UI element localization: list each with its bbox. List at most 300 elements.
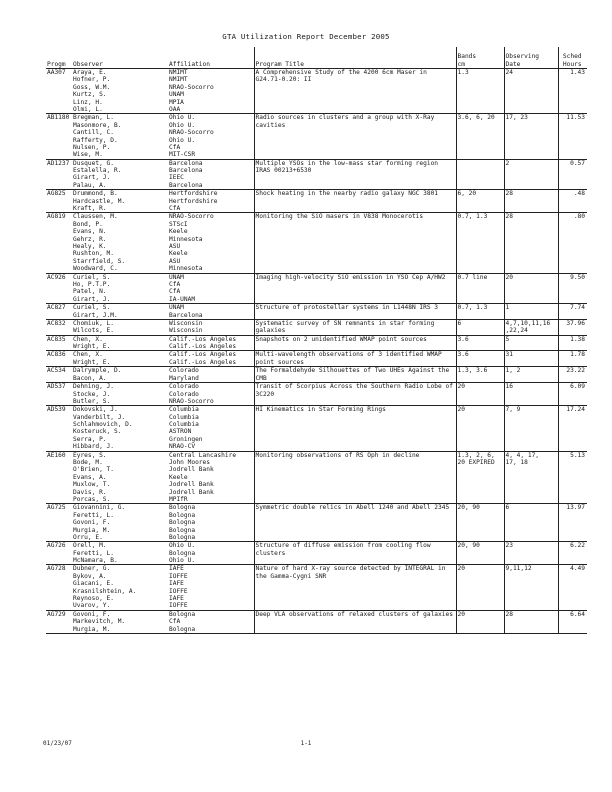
band-cell: 20 — [456, 565, 504, 610]
observer-list — [72, 451, 168, 504]
observer-list — [72, 406, 168, 451]
sched-hours: .48 — [558, 190, 587, 213]
table-row — [46, 114, 587, 159]
affiliation-name: IOFFE — [169, 602, 188, 610]
affiliation-name: NMIMT — [169, 69, 188, 76]
program-title: Nature of hard X-ray source detected by INTEGRAL in the Gamma-Cygni SNR — [254, 565, 456, 610]
table-row — [46, 304, 587, 320]
observer-name: Kraft, R. — [73, 205, 107, 213]
footer-date: 01/23/07 — [43, 740, 72, 747]
observer-list — [72, 304, 168, 320]
table-row — [46, 159, 587, 190]
table-row — [46, 69, 587, 114]
program-id: AC534 — [46, 367, 72, 383]
band-cell: 3.6 — [456, 351, 504, 367]
affiliation-name: Barcelona — [169, 159, 203, 167]
header-observer: Observer — [72, 47, 168, 69]
observer-name: Feretti, L. — [73, 511, 114, 519]
observing-dates: 28 — [504, 190, 558, 213]
program-id: AB1180 — [46, 114, 72, 159]
observer-name: Curiel, S. — [73, 273, 111, 281]
observer-list — [72, 504, 168, 542]
observer-name: Dalrymple, D. — [73, 367, 122, 375]
observing-dates: 17, 23 — [504, 114, 558, 159]
affiliation-list — [168, 159, 254, 190]
affiliation-list — [168, 542, 254, 565]
observer-name: Hofner, P. — [73, 76, 111, 84]
program-id: AC835 — [46, 335, 72, 351]
observing-dates: 16 — [504, 383, 558, 406]
band-cell: 6 — [456, 319, 504, 335]
program-id: AD537 — [46, 383, 72, 406]
program-id: AG729 — [46, 610, 72, 633]
affiliation-list — [168, 565, 254, 610]
observer-name: Chen, X. — [73, 335, 103, 343]
observer-name: Evans, A. — [73, 473, 107, 481]
program-id: AE160 — [46, 451, 72, 504]
program-id: AD539 — [46, 406, 72, 451]
program-title: HI Kinematics in Star Forming Rings — [254, 406, 456, 451]
observer-name: Wise, M. — [73, 151, 103, 159]
observing-dates: 28 — [504, 610, 558, 633]
program-title: Multiple YSOs in the low-mass star forming region IRAS 00213+6530 — [254, 159, 456, 190]
affiliation-list — [168, 319, 254, 335]
observer-name: McNamara, B. — [73, 557, 118, 565]
affiliation-name: Bologna — [169, 549, 196, 557]
observer-name: Hibbard, J. — [73, 443, 114, 451]
observer-name: Bond, P. — [73, 220, 103, 228]
observer-name: Cantill, C. — [73, 129, 114, 137]
observer-name: Serra, P. — [73, 435, 107, 443]
observer-name: Kosteruck, S. — [73, 428, 122, 436]
observer-name: Palau, A. — [73, 181, 107, 189]
observer-name: Claussen, M. — [73, 213, 118, 221]
program-id: AD1237 — [46, 159, 72, 190]
program-title: Structure of diffuse emission from cooling flow clusters — [254, 542, 456, 565]
affiliation-name: Calif.-Los Angeles — [169, 343, 237, 351]
affiliation-name: OAA — [169, 105, 181, 113]
observer-name: Feretti, L. — [73, 549, 114, 557]
program-title: Structure of protostellar systems in L1448N IRS 3 — [254, 304, 456, 320]
observer-name: Chen, X. — [73, 351, 103, 359]
observer-list — [72, 114, 168, 159]
observer-name: Bode, M. — [73, 459, 103, 467]
observer-list — [72, 273, 168, 304]
observing-dates: 5 — [504, 335, 558, 351]
affiliation-name: Bologna — [169, 625, 196, 633]
affiliation-list — [168, 406, 254, 451]
observer-name: Govoni, F. — [73, 610, 111, 618]
affiliation-list — [168, 114, 254, 159]
observer-name: Nulsen, P. — [73, 143, 111, 151]
affiliation-name: Jodrell Bank — [169, 466, 214, 474]
affiliation-list — [168, 351, 254, 367]
affiliation-list — [168, 504, 254, 542]
affiliation-name: NRAO-CV — [169, 443, 196, 451]
program-id: AC836 — [46, 351, 72, 367]
observing-dates: 24 — [504, 69, 558, 114]
observer-name: Wilcots, E. — [73, 327, 114, 335]
sched-hours: 1.38 — [558, 335, 587, 351]
observer-name: Estalella, R. — [73, 167, 122, 175]
observing-dates: 23 — [504, 542, 558, 565]
observer-name: Bregman, L. — [73, 114, 114, 122]
affiliation-name: CfA — [169, 288, 181, 296]
observing-dates: 9,11,12 — [504, 565, 558, 610]
sched-hours: 17.24 — [558, 406, 587, 451]
program-id: AG725 — [46, 504, 72, 542]
observer-list — [72, 213, 168, 273]
observer-name: Linz, H. — [73, 98, 103, 106]
observer-name: Hardcastle, M. — [73, 197, 126, 205]
observer-name: Ho, P.T.P. — [73, 280, 111, 288]
affiliation-list — [168, 335, 254, 351]
sched-hours: 7.74 — [558, 304, 587, 320]
observer-name: Rushton, M. — [73, 250, 114, 258]
band-cell — [456, 159, 504, 190]
affiliation-list — [168, 213, 254, 273]
observer-name: Dehning, J. — [73, 383, 114, 391]
affiliation-list — [168, 383, 254, 406]
observer-name: Woodward, C. — [73, 265, 118, 273]
header-band: Bands cm — [456, 47, 504, 69]
observer-name: Bacon, A. — [73, 374, 107, 382]
affiliation-list — [168, 190, 254, 213]
observer-list — [72, 383, 168, 406]
affiliation-name: IOFFE — [169, 572, 188, 580]
affiliation-name: IAFE — [169, 580, 184, 588]
observer-list — [72, 565, 168, 610]
affiliation-name: Ohio U. — [169, 136, 196, 144]
observer-name: Stocke, J. — [73, 390, 111, 398]
observer-name: Girart, J. — [73, 295, 111, 303]
affiliation-name: ASU — [169, 257, 181, 265]
program-id: AG819 — [46, 213, 72, 273]
observer-list — [72, 367, 168, 383]
band-cell: 6, 20 — [456, 190, 504, 213]
observer-name: Schlahmovich, D. — [73, 421, 133, 429]
affiliation-name: Colorado — [169, 390, 199, 398]
affiliation-name: Hertfordshire — [169, 190, 218, 198]
program-id: AG728 — [46, 565, 72, 610]
affiliation-name: ASTRON — [169, 428, 192, 436]
affiliation-name: Ohio U. — [169, 557, 196, 565]
observer-list — [72, 610, 168, 633]
observing-dates: 28 — [504, 213, 558, 273]
affiliation-name: Bologna — [169, 533, 196, 541]
affiliation-name: UNAM — [169, 304, 184, 312]
affiliation-name: Ohio U. — [169, 121, 196, 129]
band-cell: 1.3, 3.6 — [456, 367, 504, 383]
band-cell: 1.3, 2, 6, 20 EXPIRED — [456, 451, 504, 504]
affiliation-name: Columbia — [169, 421, 199, 429]
affiliation-name: STScI — [169, 220, 188, 228]
observer-name: Murgia, M. — [73, 625, 111, 633]
band-cell: 0.7 line — [456, 273, 504, 304]
affiliation-name: MPIfR — [169, 495, 188, 503]
affiliation-list — [168, 367, 254, 383]
observing-dates: 31 — [504, 351, 558, 367]
affiliation-name: Central Lancashire — [169, 451, 237, 459]
header-program: Progm — [46, 47, 72, 69]
affiliation-name: Colorado — [169, 367, 199, 375]
header-affiliation: Affiliation — [168, 47, 254, 69]
band-cell: 0.7, 1.3 — [456, 304, 504, 320]
sched-hours: 1.78 — [558, 351, 587, 367]
affiliation-name: Barcelona — [169, 181, 203, 189]
program-title: Transit of Scorpius Across the Southern Radio Lobe of 3C220 — [254, 383, 456, 406]
band-cell: 0.7, 1.3 — [456, 213, 504, 273]
affiliation-name: Ohio U. — [169, 542, 196, 550]
affiliation-name: NRAO-Socorro — [169, 213, 214, 221]
affiliation-name: Minnesota — [169, 265, 203, 273]
observer-list — [72, 69, 168, 114]
program-id: AC832 — [46, 319, 72, 335]
header-sched-hours: Sched Hours — [558, 47, 587, 69]
table-row — [46, 213, 587, 273]
affiliation-list — [168, 610, 254, 633]
table-row — [46, 335, 587, 351]
affiliation-name: Minnesota — [169, 235, 203, 243]
affiliation-name: MPIA — [169, 98, 184, 106]
observer-name: Markevitch, M. — [73, 618, 126, 626]
program-title: Multi-wavelength observations of 3 identified WMAP point sources — [254, 351, 456, 367]
affiliation-name: UNAM — [169, 91, 184, 99]
header-program-title: Program Title — [254, 47, 456, 69]
program-title: Shock heating in the nearby radio galaxy NGC 3801 — [254, 190, 456, 213]
observer-name: Girart, J. — [73, 174, 111, 182]
program-title: Radio sources in clusters and a group with X-Ray cavities — [254, 114, 456, 159]
band-cell: 20, 90 — [456, 504, 504, 542]
affiliation-name: Calif.-Los Angeles — [169, 335, 237, 343]
band-cell: 1.3 — [456, 69, 504, 114]
observer-name: Butler, S. — [73, 397, 111, 405]
affiliation-name: IEEC — [169, 174, 184, 182]
program-title: Systematic survey of SN remnants in star forming galaxies — [254, 319, 456, 335]
affiliation-list — [168, 273, 254, 304]
observer-name: Masonmore, B. — [73, 121, 122, 129]
observer-name: Krasnilshtein, A. — [73, 587, 137, 595]
observer-name: Eyres, S. — [73, 451, 107, 459]
table-row — [46, 190, 587, 213]
affiliation-name: NRAO-Socorro — [169, 397, 214, 405]
observer-name: Drummond, B. — [73, 190, 118, 198]
affiliation-name: Wisconsin — [169, 319, 203, 327]
observing-dates: 2 — [504, 159, 558, 190]
observing-dates: 4, 4, 17, 17, 18 — [504, 451, 558, 504]
sched-hours: 9.50 — [558, 273, 587, 304]
table-row — [46, 565, 587, 610]
affiliation-list — [168, 451, 254, 504]
observer-name: Evans, N. — [73, 228, 107, 236]
affiliation-name: ASU — [169, 242, 181, 250]
program-title: Snapshots on 2 unidentified WMAP point sources — [254, 335, 456, 351]
table-body — [46, 69, 587, 634]
sched-hours: 1.43 — [558, 69, 587, 114]
sched-hours: 0.57 — [558, 159, 587, 190]
observing-dates: 20 — [504, 273, 558, 304]
sched-hours: 11.53 — [558, 114, 587, 159]
program-id: AG825 — [46, 190, 72, 213]
program-title: Imaging high-velocity SiO emission in YSO Cep A/HW2 — [254, 273, 456, 304]
table-row — [46, 406, 587, 451]
program-id: AG726 — [46, 542, 72, 565]
affiliation-name: CfA — [169, 618, 181, 626]
program-id: AC926 — [46, 273, 72, 304]
affiliation-name: Barcelona — [169, 311, 203, 319]
observer-list — [72, 542, 168, 565]
observer-name: Muxlow, T. — [73, 481, 111, 489]
observer-name: Patel, N. — [73, 288, 107, 296]
program-id: AA307 — [46, 69, 72, 114]
sched-hours: 13.97 — [558, 504, 587, 542]
table-row — [46, 451, 587, 504]
observing-dates: 7, 9 — [504, 406, 558, 451]
affiliation-name: Ohio U. — [169, 114, 196, 122]
observer-name: Dusquet, G. — [73, 159, 114, 167]
report-title: GTA Utilization Report December 2005 — [222, 32, 390, 41]
observer-name: Bykov, A. — [73, 572, 107, 580]
observer-name: Porcas, S. — [73, 495, 111, 503]
sched-hours: 6.09 — [558, 383, 587, 406]
observer-name: Dubner, G. — [73, 565, 111, 573]
program-title: A Comprehensive Study of the 4200 6cm Maser in G24.71-0.20: II — [254, 69, 456, 114]
observer-name: Dokovski, J. — [73, 406, 118, 414]
observer-name: Kurtz, S. — [73, 91, 107, 99]
affiliation-list — [168, 304, 254, 320]
affiliation-name: Bologna — [169, 526, 196, 534]
program-title: Deep VLA observations of relaxed clusters of galaxies — [254, 610, 456, 633]
observer-name: Orell, M. — [73, 542, 107, 550]
affiliation-name: Calif.-Los Angeles — [169, 351, 237, 359]
table-row — [46, 542, 587, 565]
observer-name: O'Brien, T. — [73, 466, 114, 474]
band-cell: 20, 90 — [456, 542, 504, 565]
observing-dates: 6 — [504, 504, 558, 542]
sched-hours: 37.96 — [558, 319, 587, 335]
affiliation-name: NMIMT — [169, 76, 188, 84]
affiliation-name: Bologna — [169, 610, 196, 618]
band-cell: 3.6 — [456, 335, 504, 351]
program-id: AC827 — [46, 304, 72, 320]
band-cell: 3.6, 6, 20 — [456, 114, 504, 159]
affiliation-name: Calif.-Los Angeles — [169, 358, 237, 366]
affiliation-name: NRAO-Socorro — [169, 129, 214, 137]
observer-name: Govoni, F. — [73, 519, 111, 527]
band-cell: 20 — [456, 610, 504, 633]
observer-name: Orru, E. — [73, 533, 103, 541]
table-row — [46, 367, 587, 383]
observer-name: Wright, E. — [73, 343, 111, 351]
affiliation-name: CfA — [169, 280, 181, 288]
band-cell: 20 — [456, 383, 504, 406]
affiliation-list — [168, 69, 254, 114]
affiliation-name: CfA — [169, 143, 181, 151]
observer-name: Murgia, M. — [73, 526, 111, 534]
program-title: The Formaldehyde Silhouettes of Two UHEs Against the CMB — [254, 367, 456, 383]
observing-dates: 1 — [504, 304, 558, 320]
observer-name: Araya, E. — [73, 69, 107, 76]
observer-list — [72, 351, 168, 367]
table-row — [46, 351, 587, 367]
observer-name: Curiel, S. — [73, 304, 111, 312]
table-row — [46, 610, 587, 633]
observer-name: Healy, K. — [73, 242, 107, 250]
observer-name: Rafferty, D. — [73, 136, 118, 144]
observer-list — [72, 159, 168, 190]
affiliation-name: Jodrell Bank — [169, 488, 214, 496]
table-header-row — [46, 47, 587, 69]
affiliation-name: IOFFE — [169, 587, 188, 595]
table-row — [46, 319, 587, 335]
affiliation-name: Bologna — [169, 504, 196, 512]
observer-name: Chomiuk, L. — [73, 319, 114, 327]
affiliation-name: Columbia — [169, 413, 199, 421]
program-title: Symmetric double relics in Abell 1240 and Abell 2345 — [254, 504, 456, 542]
program-title: Monitoring observations of RS Oph in decline — [254, 451, 456, 504]
sched-hours: 6.64 — [558, 610, 587, 633]
observer-name: Olmi, L. — [73, 105, 103, 113]
affiliation-name: IA-UNAM — [169, 295, 196, 303]
affiliation-name: Keele — [169, 228, 188, 236]
affiliation-name: Columbia — [169, 406, 199, 414]
observer-name: Girart, J.M. — [73, 311, 118, 319]
table-row — [46, 504, 587, 542]
observer-name: Goss, W.M. — [73, 83, 111, 91]
affiliation-name: John Moores — [169, 459, 210, 467]
observing-dates: 1, 2 — [504, 367, 558, 383]
observer-name: Starrfield, S. — [73, 257, 126, 265]
affiliation-name: NRAO-Socorro — [169, 83, 214, 91]
sched-hours: 6.22 — [558, 542, 587, 565]
page-number: 1-1 — [300, 740, 312, 747]
affiliation-name: Bologna — [169, 519, 196, 527]
sched-hours: 5.13 — [558, 451, 587, 504]
affiliation-name: Hertfordshire — [169, 197, 218, 205]
observer-name: Gehrz, R. — [73, 235, 107, 243]
affiliation-name: Barcelona — [169, 167, 203, 175]
sched-hours: .80 — [558, 213, 587, 273]
observer-list — [72, 335, 168, 351]
affiliation-name: Maryland — [169, 374, 199, 382]
observer-name: Uvarov, Y. — [73, 602, 111, 610]
observing-dates: 4,7,10,11,16 ,22,24 — [504, 319, 558, 335]
affiliation-name: CfA — [169, 205, 181, 213]
table-row — [46, 383, 587, 406]
sched-hours: 4.49 — [558, 565, 587, 610]
observer-name: Reynoso, E. — [73, 595, 114, 603]
affiliation-name: Bologna — [169, 511, 196, 519]
observer-name: Giovannini, G. — [73, 504, 126, 512]
affiliation-name: IAFE — [169, 595, 184, 603]
band-cell: 20 — [456, 406, 504, 451]
observer-name: Vanderbilt, J. — [73, 413, 126, 421]
program-title: Monitoring the SiO masers in V838 Monocerotis — [254, 213, 456, 273]
observer-name: Wright, E. — [73, 358, 111, 366]
sched-hours: 23.22 — [558, 367, 587, 383]
table-row — [46, 273, 587, 304]
observer-name: Davis, R. — [73, 488, 107, 496]
affiliation-name: Keele — [169, 250, 188, 258]
observer-list — [72, 319, 168, 335]
affiliation-name: Wisconsin — [169, 327, 203, 335]
observer-list — [72, 190, 168, 213]
affiliation-name: Groningen — [169, 435, 203, 443]
observer-name: Giacani, E. — [73, 580, 114, 588]
affiliation-name: UNAM — [169, 273, 184, 281]
affiliation-name: Colorado — [169, 383, 199, 391]
header-observing-date: Observing Date — [504, 47, 558, 69]
